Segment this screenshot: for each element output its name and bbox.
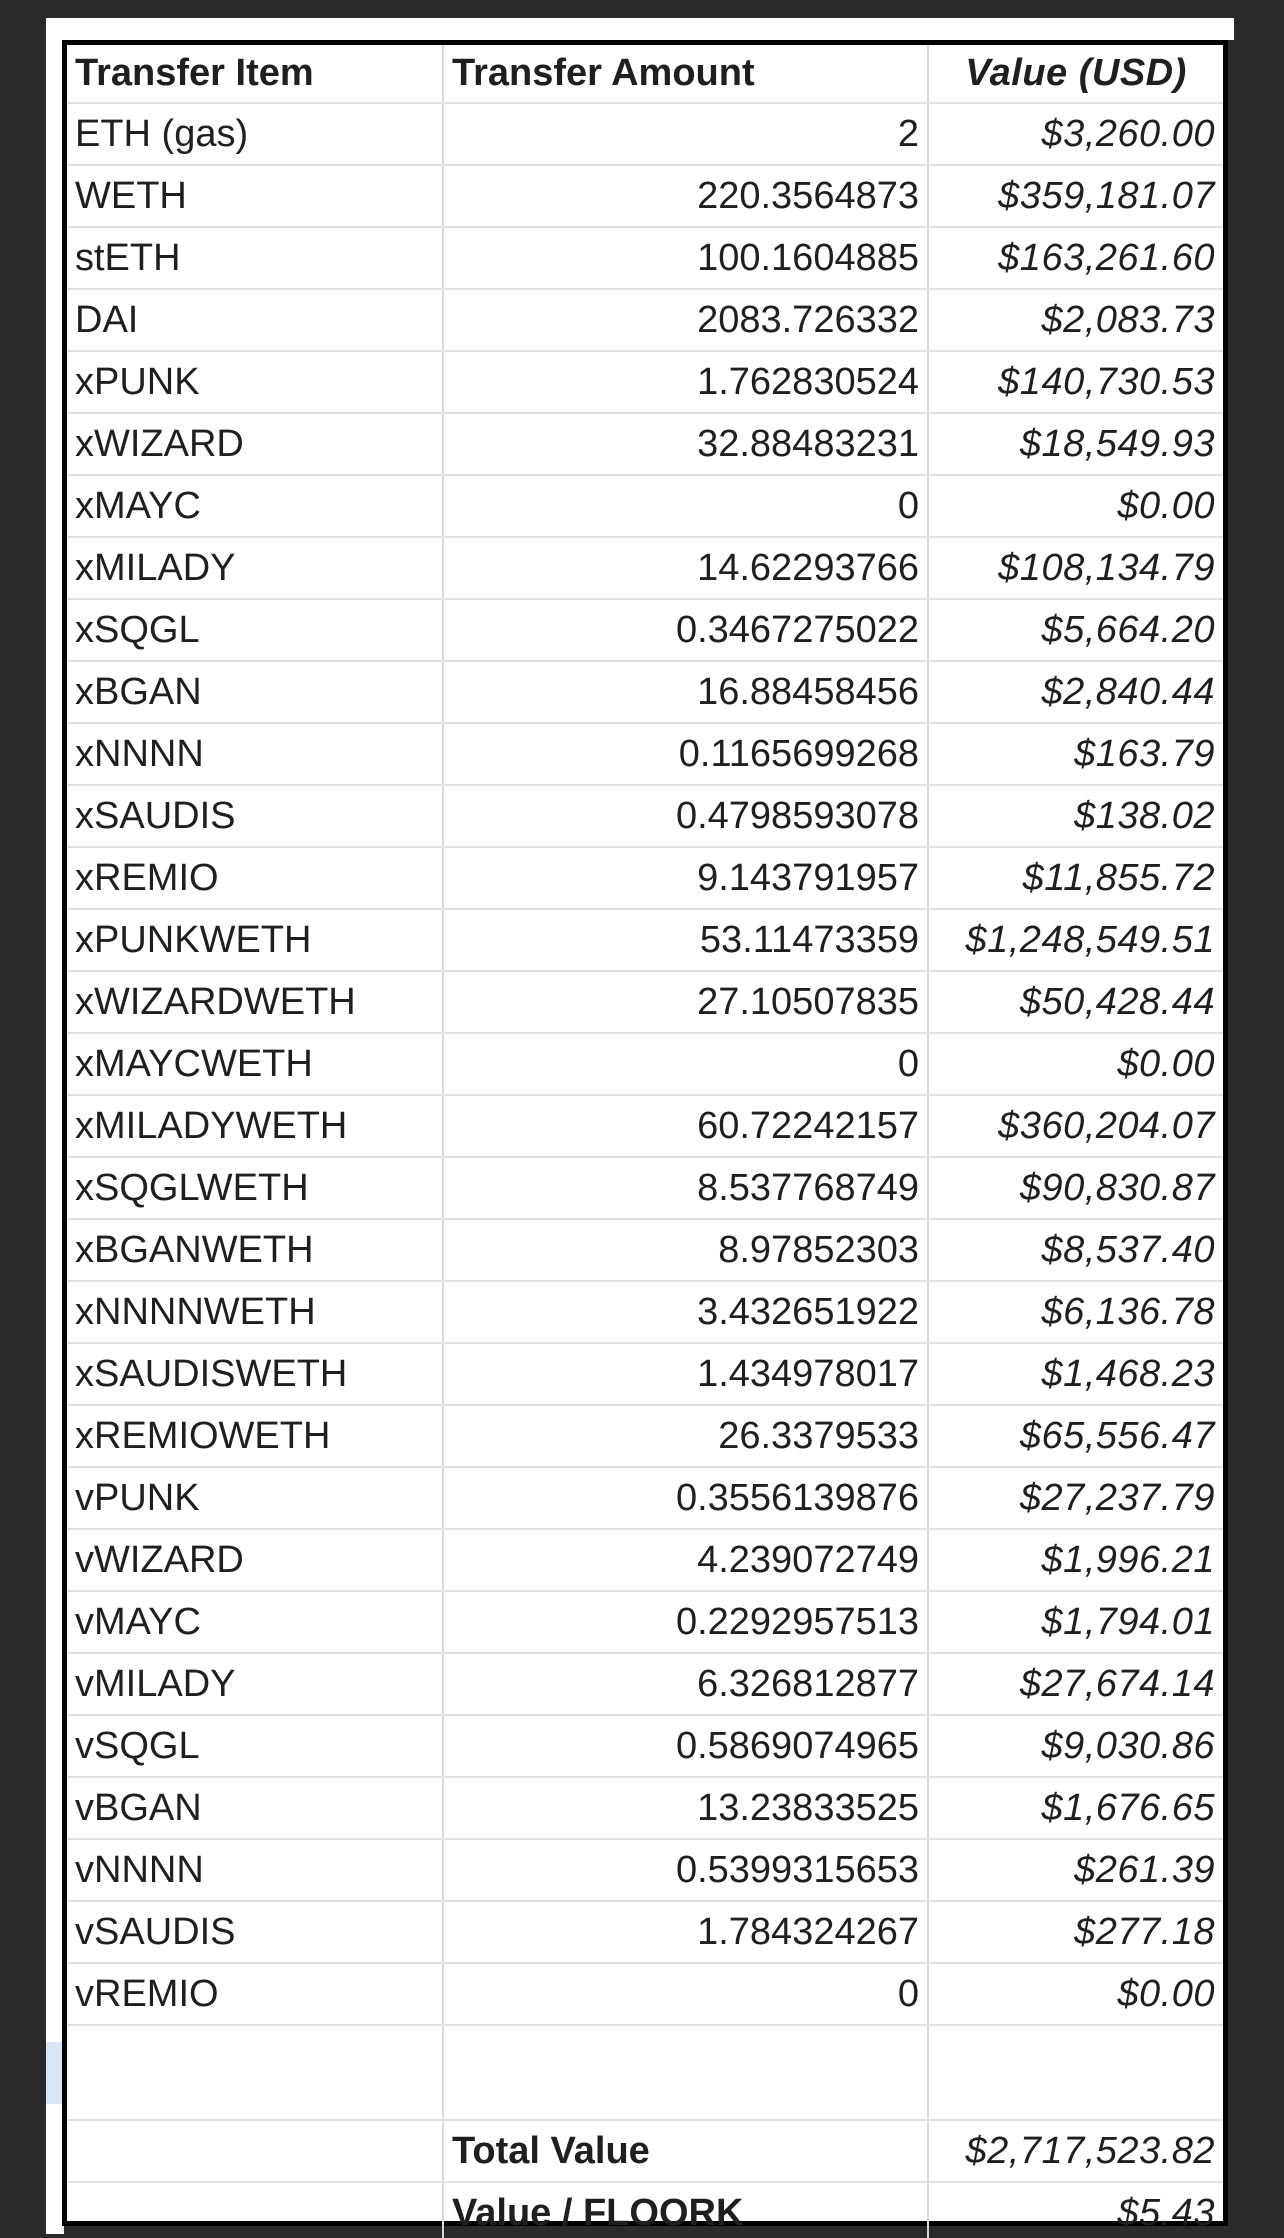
table-header-row: [67, 45, 1223, 103]
cell-value-usd[interactable]: $5,664.20: [928, 599, 1223, 661]
row-selection-marker: [46, 2042, 62, 2104]
table-row: [67, 909, 1223, 971]
cell-transfer-amount[interactable]: 16.88458456: [443, 661, 928, 723]
cell-transfer-item[interactable]: vNNNN: [67, 1839, 443, 1901]
cell-transfer-item[interactable]: vREMIO: [67, 1963, 443, 2025]
table-row: [67, 165, 1223, 227]
table-row: [67, 1219, 1223, 1281]
table-row: [67, 227, 1223, 289]
empty-row: [67, 2025, 1223, 2120]
cell-value-usd[interactable]: $27,674.14: [928, 1653, 1223, 1715]
cell-transfer-amount[interactable]: 53.11473359: [443, 909, 928, 971]
table-row: [67, 971, 1223, 1033]
summary-value[interactable]: $5.43: [928, 2182, 1223, 2238]
cell-transfer-item[interactable]: vBGAN: [67, 1777, 443, 1839]
cell-transfer-amount[interactable]: 60.72242157: [443, 1095, 928, 1157]
cell-value-usd[interactable]: $1,676.65: [928, 1777, 1223, 1839]
cell-value-usd[interactable]: $9,030.86: [928, 1715, 1223, 1777]
cell-transfer-item[interactable]: vSQGL: [67, 1715, 443, 1777]
cell-value-usd[interactable]: $1,248,549.51: [928, 909, 1223, 971]
cell-transfer-item[interactable]: xREMIOWETH: [67, 1405, 443, 1467]
cell-transfer-amount[interactable]: 0.2292957513: [443, 1591, 928, 1653]
table-row: [67, 1591, 1223, 1653]
cell-transfer-amount[interactable]: 8.97852303: [443, 1219, 928, 1281]
table-row: [67, 351, 1223, 413]
transfer-table-sheet: [62, 40, 1228, 2234]
table-row: [67, 661, 1223, 723]
cell-transfer-item[interactable]: xMAYC: [67, 475, 443, 537]
cell-value-usd[interactable]: $1,468.23: [928, 1343, 1223, 1405]
cell-transfer-item[interactable]: vMILADY: [67, 1653, 443, 1715]
cell-transfer-item[interactable]: xBGAN: [67, 661, 443, 723]
table-row: [67, 413, 1223, 475]
cell-value-usd[interactable]: $0.00: [928, 475, 1223, 537]
cell-value-usd[interactable]: $1,794.01: [928, 1591, 1223, 1653]
cell-transfer-amount[interactable]: 0.5869074965: [443, 1715, 928, 1777]
cell-transfer-item[interactable]: DAI: [67, 289, 443, 351]
cell-transfer-item[interactable]: vSAUDIS: [67, 1901, 443, 1963]
cell-transfer-amount[interactable]: 1.434978017: [443, 1343, 928, 1405]
cell-transfer-amount[interactable]: 0: [443, 1033, 928, 1095]
table-row: [67, 1467, 1223, 1529]
table-row: [67, 289, 1223, 351]
cell-value-usd[interactable]: $11,855.72: [928, 847, 1223, 909]
cell-transfer-amount[interactable]: 0.3467275022: [443, 599, 928, 661]
empty-cell[interactable]: [67, 2120, 443, 2182]
cell-value-usd[interactable]: $163,261.60: [928, 227, 1223, 289]
cell-transfer-item[interactable]: stETH: [67, 227, 443, 289]
cell-value-usd[interactable]: $3,260.00: [928, 103, 1223, 165]
table-row: [67, 475, 1223, 537]
cell-transfer-item[interactable]: xPUNK: [67, 351, 443, 413]
cell-value-usd[interactable]: $50,428.44: [928, 971, 1223, 1033]
summary-row: [67, 2120, 1223, 2182]
summary-label[interactable]: Value / FLOORK: [443, 2182, 928, 2238]
table-row: [67, 1777, 1223, 1839]
cell-value-usd[interactable]: $8,537.40: [928, 1219, 1223, 1281]
cell-transfer-amount[interactable]: 0.4798593078: [443, 785, 928, 847]
table-row: [67, 847, 1223, 909]
table-row: [67, 1839, 1223, 1901]
cell-value-usd[interactable]: $0.00: [928, 1963, 1223, 2025]
cell-value-usd[interactable]: $163.79: [928, 723, 1223, 785]
cell-transfer-item[interactable]: vWIZARD: [67, 1529, 443, 1591]
empty-cell[interactable]: [67, 2025, 443, 2120]
cell-transfer-item[interactable]: xWIZARDWETH: [67, 971, 443, 1033]
summary-value[interactable]: $2,717,523.82: [928, 2120, 1223, 2182]
cell-transfer-item[interactable]: vMAYC: [67, 1591, 443, 1653]
cell-value-usd[interactable]: $138.02: [928, 785, 1223, 847]
cell-transfer-item[interactable]: xNNNN: [67, 723, 443, 785]
cell-transfer-item[interactable]: xWIZARD: [67, 413, 443, 475]
cell-transfer-amount[interactable]: 3.432651922: [443, 1281, 928, 1343]
cell-transfer-amount[interactable]: 8.537768749: [443, 1157, 928, 1219]
cell-transfer-amount[interactable]: 4.239072749: [443, 1529, 928, 1591]
cell-transfer-item[interactable]: xREMIO: [67, 847, 443, 909]
cell-value-usd[interactable]: $108,134.79: [928, 537, 1223, 599]
cell-transfer-amount[interactable]: 13.23833525: [443, 1777, 928, 1839]
cell-value-usd[interactable]: $140,730.53: [928, 351, 1223, 413]
table-row: [67, 599, 1223, 661]
table-row: [67, 1405, 1223, 1467]
table-row: [67, 1901, 1223, 1963]
table-row: [67, 1033, 1223, 1095]
cell-transfer-amount[interactable]: 32.88483231: [443, 413, 928, 475]
cell-transfer-amount[interactable]: 14.62293766: [443, 537, 928, 599]
cell-transfer-amount[interactable]: 27.10507835: [443, 971, 928, 1033]
cell-transfer-item[interactable]: xNNNNWETH: [67, 1281, 443, 1343]
cell-value-usd[interactable]: $2,840.44: [928, 661, 1223, 723]
table-row: [67, 1281, 1223, 1343]
table-row: [67, 723, 1223, 785]
header-transfer-item[interactable]: Transfer Item: [67, 45, 443, 103]
cell-value-usd[interactable]: $27,237.79: [928, 1467, 1223, 1529]
table-row: [67, 785, 1223, 847]
cell-transfer-item[interactable]: WETH: [67, 165, 443, 227]
cell-value-usd[interactable]: $65,556.47: [928, 1405, 1223, 1467]
cell-transfer-amount[interactable]: 6.326812877: [443, 1653, 928, 1715]
summary-label[interactable]: Total Value: [443, 2120, 928, 2182]
cell-transfer-item[interactable]: xSQGL: [67, 599, 443, 661]
cell-transfer-item[interactable]: ETH (gas): [67, 103, 443, 165]
cell-transfer-amount[interactable]: 0: [443, 475, 928, 537]
cell-transfer-amount[interactable]: 220.3564873: [443, 165, 928, 227]
cell-transfer-item[interactable]: xMILADY: [67, 537, 443, 599]
cell-transfer-item[interactable]: xSAUDISWETH: [67, 1343, 443, 1405]
empty-cell[interactable]: [928, 2025, 1223, 2120]
cell-value-usd[interactable]: $360,204.07: [928, 1095, 1223, 1157]
cell-value-usd[interactable]: $261.39: [928, 1839, 1223, 1901]
cell-value-usd[interactable]: $0.00: [928, 1033, 1223, 1095]
cell-transfer-item[interactable]: xBGANWETH: [67, 1219, 443, 1281]
cell-value-usd[interactable]: $90,830.87: [928, 1157, 1223, 1219]
cell-transfer-amount[interactable]: 9.143791957: [443, 847, 928, 909]
cell-transfer-item[interactable]: xMILADYWETH: [67, 1095, 443, 1157]
summary-row: [67, 2182, 1223, 2238]
cell-transfer-amount[interactable]: 0.5399315653: [443, 1839, 928, 1901]
cell-transfer-item[interactable]: vPUNK: [67, 1467, 443, 1529]
cell-value-usd[interactable]: $2,083.73: [928, 289, 1223, 351]
table-row: [67, 1529, 1223, 1591]
table-row: [67, 1157, 1223, 1219]
cell-value-usd[interactable]: $6,136.78: [928, 1281, 1223, 1343]
table-row: [67, 1343, 1223, 1405]
cell-value-usd[interactable]: $18,549.93: [928, 413, 1223, 475]
cell-value-usd[interactable]: $277.18: [928, 1901, 1223, 1963]
empty-cell[interactable]: [67, 2182, 443, 2238]
cell-transfer-item[interactable]: xMAYCWETH: [67, 1033, 443, 1095]
table-row: [67, 537, 1223, 599]
table-row: [67, 1095, 1223, 1157]
cell-transfer-item[interactable]: xPUNKWETH: [67, 909, 443, 971]
cell-transfer-amount[interactable]: 1.784324267: [443, 1901, 928, 1963]
table-row: [67, 1963, 1223, 2025]
cell-transfer-item[interactable]: xSQGLWETH: [67, 1157, 443, 1219]
empty-cell[interactable]: [443, 2025, 928, 2120]
cell-transfer-amount[interactable]: 0: [443, 1963, 928, 2025]
cell-transfer-amount[interactable]: 2: [443, 103, 928, 165]
cell-value-usd[interactable]: $1,996.21: [928, 1529, 1223, 1591]
header-transfer-amount[interactable]: Transfer Amount: [443, 45, 928, 103]
cell-transfer-amount[interactable]: 2083.726332: [443, 289, 928, 351]
cell-transfer-amount[interactable]: 26.3379533: [443, 1405, 928, 1467]
header-value-usd[interactable]: Value (USD): [928, 45, 1223, 103]
table-row: [67, 1653, 1223, 1715]
transfer-table: [67, 45, 1223, 2238]
cell-value-usd[interactable]: $359,181.07: [928, 165, 1223, 227]
table-row: [67, 1715, 1223, 1777]
cell-transfer-amount[interactable]: 0.1165699268: [443, 723, 928, 785]
cell-transfer-item[interactable]: xSAUDIS: [67, 785, 443, 847]
sheet-top-edge: [46, 18, 1234, 40]
cell-transfer-amount[interactable]: 0.3556139876: [443, 1467, 928, 1529]
cell-transfer-amount[interactable]: 100.1604885: [443, 227, 928, 289]
table-row: [67, 103, 1223, 165]
cell-transfer-amount[interactable]: 1.762830524: [443, 351, 928, 413]
